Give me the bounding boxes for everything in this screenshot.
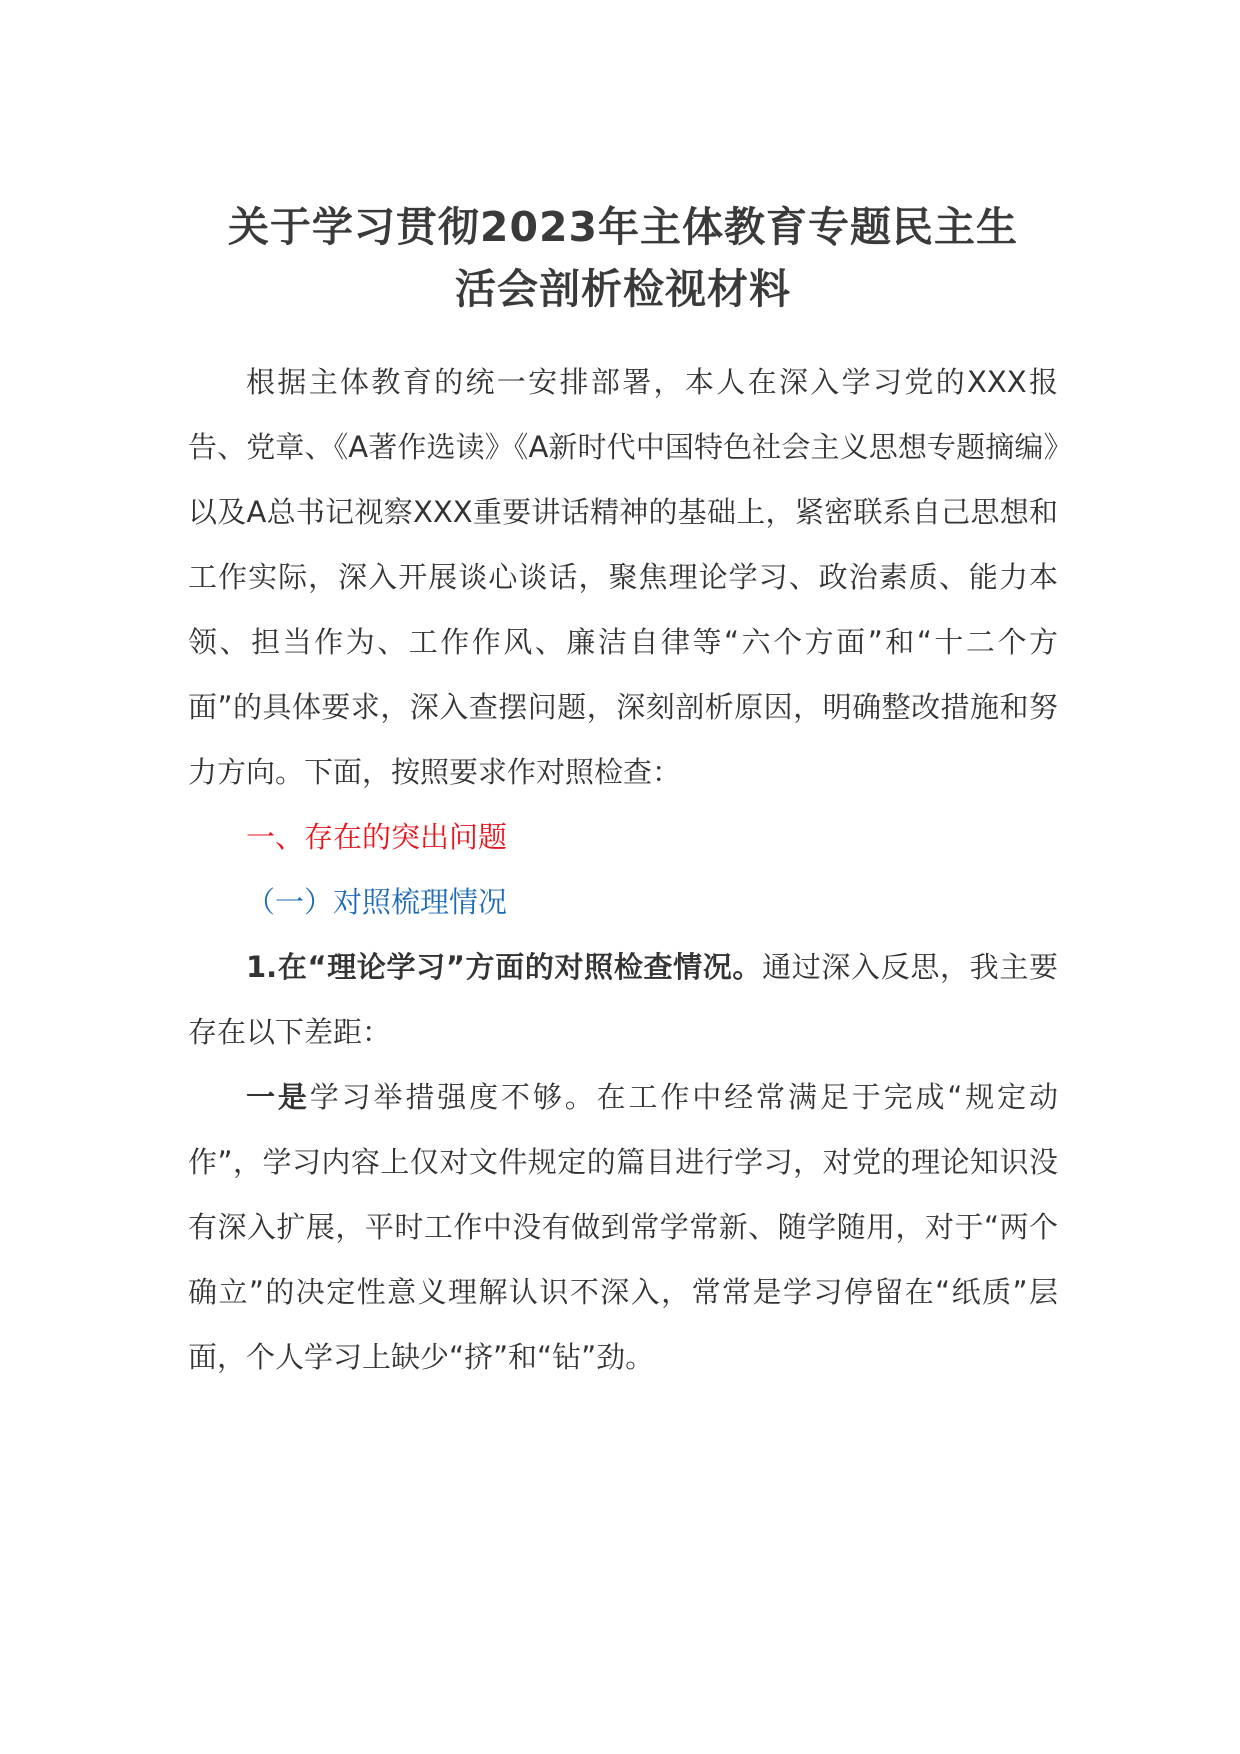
intro-paragraph: 根据主体教育的统一安排部署，本人在深入学习党的XXX报告、党章、《A著作选读》《A新时代中国特色社会主义思想专题摘编》以及A总书记视察XXX重要讲话精神的基础上，紧密联系自己思想和工作实际，深入开展谈心谈话，聚焦理论学习、政治素质、能力本领、担当作为、工作作风、廉洁自律等“六个方面”和“十二个方面”的具体要求，深入查摆问题，深刻剖析原因，明确整改措施和努力方向。下面，按照要求作对照检查：	[188, 365, 1058, 789]
item-lead-bold: 1.在“理论学习”方面的对照检查情况。	[246, 950, 763, 984]
point-text: 学习举措强度不够。在工作中经常满足于完成“规定动作”，学习内容上仅对文件规定的篇目进行学习，对党的理论知识没有深入扩展，平时工作中没有做到常学常新、随学随用，对于“两个确立”的决定性意义理解认识不深入，常常是学习停留在“纸质”层面，个人学习上缺少“挤”和“钻”劲。	[188, 1080, 1058, 1374]
document-title	[188, 196, 1058, 320]
point-lead-bold: 一是	[246, 1080, 310, 1114]
document-body	[188, 196, 1058, 1390]
item-text: 通过深入反思，我主要存在以下差距：	[188, 950, 1058, 1049]
point-paragraph	[188, 1065, 1058, 1390]
subsection-heading: （一）对照梳理情况	[246, 885, 508, 919]
title-line-1: 关于学习贯彻2023年主体教育专题民主生	[227, 203, 1019, 251]
item-paragraph	[188, 935, 1058, 1065]
section-heading: 一、存在的突出问题	[246, 820, 508, 854]
title-line-2: 活会剖析检视材料	[455, 265, 791, 313]
